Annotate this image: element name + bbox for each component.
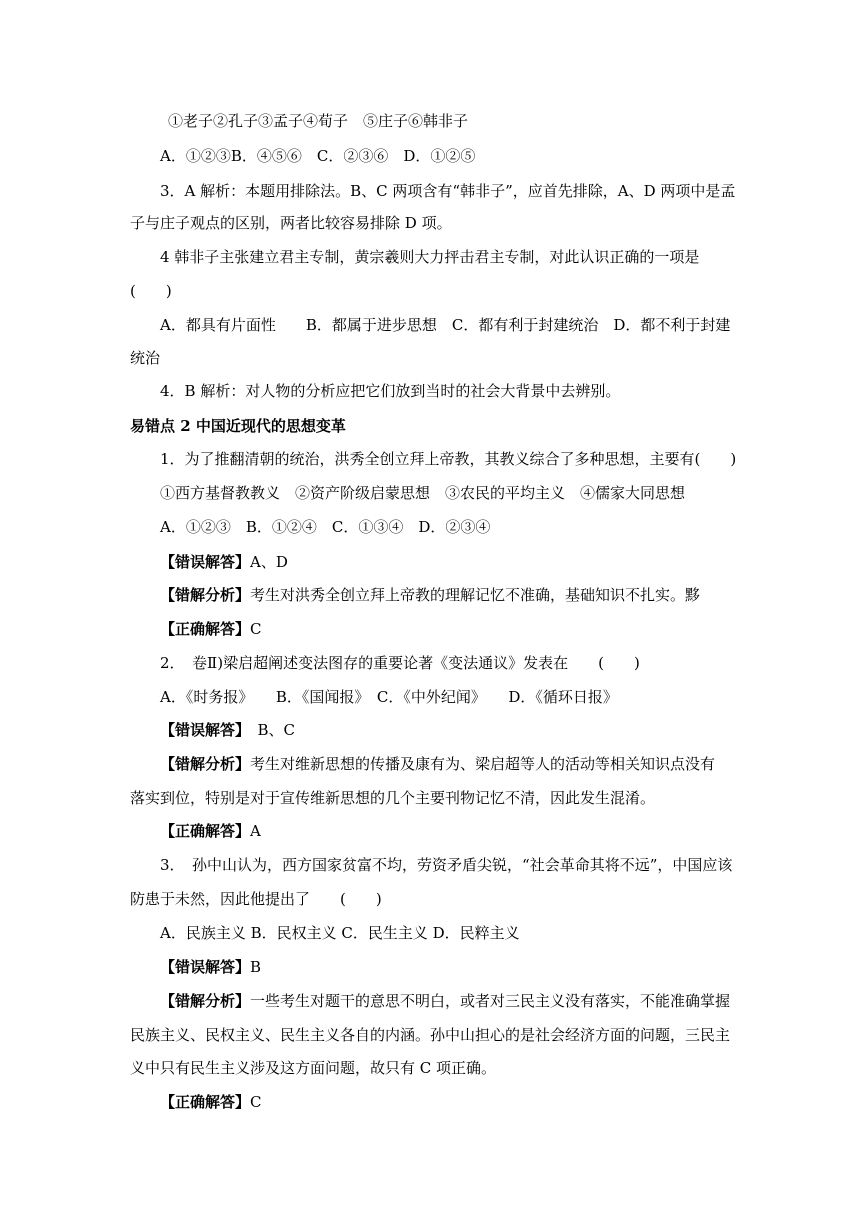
question-text: 4 韩非子主张建立君主专制，黄宗羲则大力抨击君主专制，对此认识正确的一项是: [160, 248, 700, 266]
wrong-answer-label: 【错误解答】: [160, 553, 251, 571]
error-analysis-line: [160, 991, 730, 1011]
correct-answer-line: [160, 1092, 262, 1112]
error-analysis-label: 【错解分析】: [160, 586, 251, 604]
error-analysis-text: 落实到位，特别是对于宣传维新思想的几个主要刊物记忆不清，因此发生混淆。: [130, 789, 656, 807]
wrong-answer-line: [160, 720, 295, 740]
wrong-answer-value: A、D: [250, 553, 288, 571]
error-analysis-label: 【错解分析】: [160, 992, 251, 1010]
wrong-answer-value: B、C: [242, 721, 296, 739]
options-line: ①西方基督教教义 ②资产阶级启蒙思想 ③农民的平均主义 ④儒家大同思想: [160, 484, 686, 502]
wrong-answer-line: [160, 957, 261, 977]
correct-answer-value: C: [250, 620, 262, 638]
error-analysis-label: 【错解分析】: [160, 755, 251, 773]
question-text: 防患于未然，因此他提出了 ( ): [130, 890, 382, 908]
options-line: ①老子②孔子③孟子④荀子 ⑤庄子⑥韩非子: [168, 112, 469, 130]
error-analysis-text: 义中只有民生主义涉及这方面问题，故只有 C 项正确。: [130, 1059, 497, 1077]
error-analysis-line: [160, 585, 700, 605]
correct-answer-line: [160, 821, 261, 841]
correct-answer-value: C: [250, 1093, 262, 1111]
correct-answer-label: 【正确解答】: [160, 1093, 251, 1111]
section-heading: 易错点 2 中国近现代的思想变革: [130, 417, 346, 435]
answer-choices: A．①②③B．④⑤⑥ C．②③⑥ D．①②⑤: [160, 147, 476, 165]
error-analysis-text: 考生对维新思想的传播及康有为、梁启超等人的活动等相关知识点没有: [250, 755, 716, 773]
explanation-text: 子与庄子观点的区别，两者比较容易排除 D 项。: [130, 214, 452, 232]
answer-choices: A．民族主义 B．民权主义 C．民生主义 D．民粹主义: [160, 924, 520, 942]
correct-answer-line: [160, 619, 262, 639]
answer-choices: 统治: [130, 349, 161, 367]
error-analysis-text: 考生对洪秀全创立拜上帝教的理解记忆不准确，基础知识不扎实。黟: [250, 586, 701, 604]
question-text: 2． 卷Ⅱ)梁启超阐述变法图存的重要论著《变法通议》发表在 ( ): [160, 654, 640, 672]
error-analysis-line: [160, 754, 715, 774]
correct-answer-label: 【正确解答】: [160, 822, 251, 840]
answer-choices: A．①②③ B．①②④ C．①③④ D．②③④: [160, 518, 491, 536]
correct-answer-value: A: [250, 822, 261, 840]
answer-choices: A．《时务报》 B．《国闻报》 C．《中外纪闻》 D．《循环日报》: [160, 688, 618, 706]
error-analysis-text: 一些考生对题干的意思不明白，或者对三民主义没有落实，不能准确掌握: [250, 992, 731, 1010]
question-text: ( ): [130, 282, 172, 300]
question-text: 3． 孙中山认为，西方国家贫富不均，劳资矛盾尖锐，“社会革命其将不远”，中国应该: [160, 856, 733, 874]
explanation-text: 4．B 解析：对人物的分析应把它们放到当时的社会大背景中去辨别。: [160, 382, 621, 400]
error-analysis-text: 民族主义、民权主义、民生主义各自的内涵。孙中山担心的是社会经济方面的问题，三民主: [130, 1026, 731, 1044]
wrong-answer-value: B: [250, 958, 262, 976]
wrong-answer-line: [160, 552, 288, 572]
wrong-answer-label: 【错误解答】: [160, 721, 243, 739]
correct-answer-label: 【正确解答】: [160, 620, 251, 638]
wrong-answer-label: 【错误解答】: [160, 958, 251, 976]
question-text: 1．为了推翻清朝的统治，洪秀全创立拜上帝教，其教义综合了多种思想，主要有( ): [160, 450, 737, 468]
answer-choices: A．都具有片面性 B．都属于进步思想 C．都有利于封建统治 D．都不利于封建: [160, 316, 731, 334]
explanation-text: 3．A 解析：本题用排除法。B、C 两项含有“韩非子”，应首先排除，A、D 两项中是孟: [160, 182, 736, 200]
